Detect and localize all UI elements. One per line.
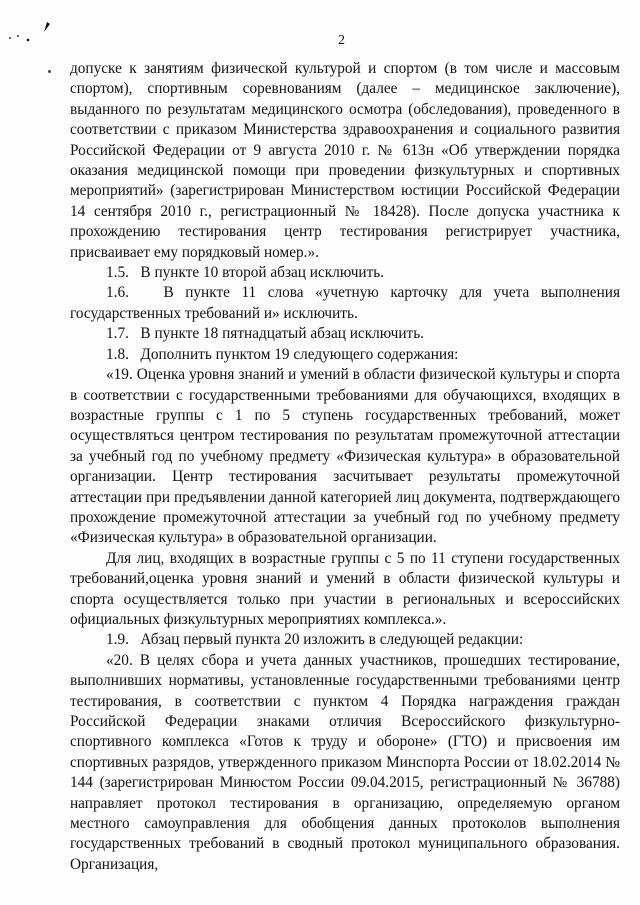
document-body (70, 59, 620, 875)
paragraph-quote-19: «19. Оценка уровня знаний и умений в области физической культуры и спорта в соответствии с государственными требованиями для обучающихся, входящих в возрастные группы с 1 по 5 ступень государственных требований, может осуществляться центром тестирования по результатам промежуточной аттестации за учебный год по учебному предмету «Физическая культура» в образовательной организации. Центр тестирования засчитывает результаты промежуточной аттестации при предъявлении данной категорией лиц документа, подтверждающего прохождение промежуточной аттестации за учебный год по учебному предмету «Физическая культура» в образовательной организации. (70, 366, 620, 547)
paragraph-item-1-7: 1.7. В пункте 18 пятнадцатый абзац исключить. (106, 325, 425, 343)
paragraph-quote-19-second: Для лиц, входящих в возрастные группы с 5 по 11 ступени государственных требований,оценка уровня знаний и умений в области физической культуры и спорта осуществляется только при участии в региональных и всероссийских официальных физкультурных мероприятиях комплекса.». (70, 549, 620, 628)
paragraph-item-1-8: 1.8. Дополнить пунктом 19 следующего содержания: (106, 345, 459, 363)
paragraph-continuation: допуске к занятиям физической культурой и спортом (в том числе и массовым спортом), спортивным соревнованиям (далее – медицинское заключение), выданного по результатам медицинского осмотра (обследования), проведенного в соответствии с приказом Министерства здравоохранения и социального развития Российской Федерации от 9 августа 2010 г. № 613н «Об утверждении порядка оказания медицинской помощи при проведении физкультурных и спортивных мероприятий» (зарегистрирован Министерством юстиции Российской Федерации 14 сентября 2010 г., регистрационный № 18428). После допуска участника к прохождению тестирования центр тестирования регистрирует участника, присваивает ему порядковый номер.». (70, 60, 620, 261)
page-number: 2 (338, 33, 345, 48)
scan-artifact-marks (6, 18, 56, 48)
paragraph-item-1-9: 1.9. Абзац первый пункта 20 изложить в следующей редакции: (106, 631, 524, 649)
paragraph-item-1-5: 1.5. В пункте 10 второй абзац исключить. (106, 264, 385, 282)
paragraph-item-1-6: 1.6. В пункте 11 слова «учетную карточку для учета выполнения государственных требований и» исключить. (70, 284, 620, 322)
paragraph-quote-20: «20. В целях сбора и учета данных участников, прошедших тестирование, выполнивших нормативы, установленные государственными требованиями центр тестирования, в соответствии с пунктом 4 Порядка награждения граждан Российской Федерации знаками отличия Всероссийского физкультурно-спортивного комплекса «Готов к труду и обороне» (ГТО) и присвоения им спортивных разрядов, утвержденного приказом Минспорта России от 18.02.2014 № 144 (зарегистрирован Минюстом России 09.04.2015, регистрационный № 36788) направляет протокол тестирования в организацию, определяемую органом местного самоуправления для обобщения данных протоколов выполнения государственных требований в сводный протокол муниципального образования. Организация, (70, 651, 620, 873)
margin-dot (48, 70, 51, 73)
